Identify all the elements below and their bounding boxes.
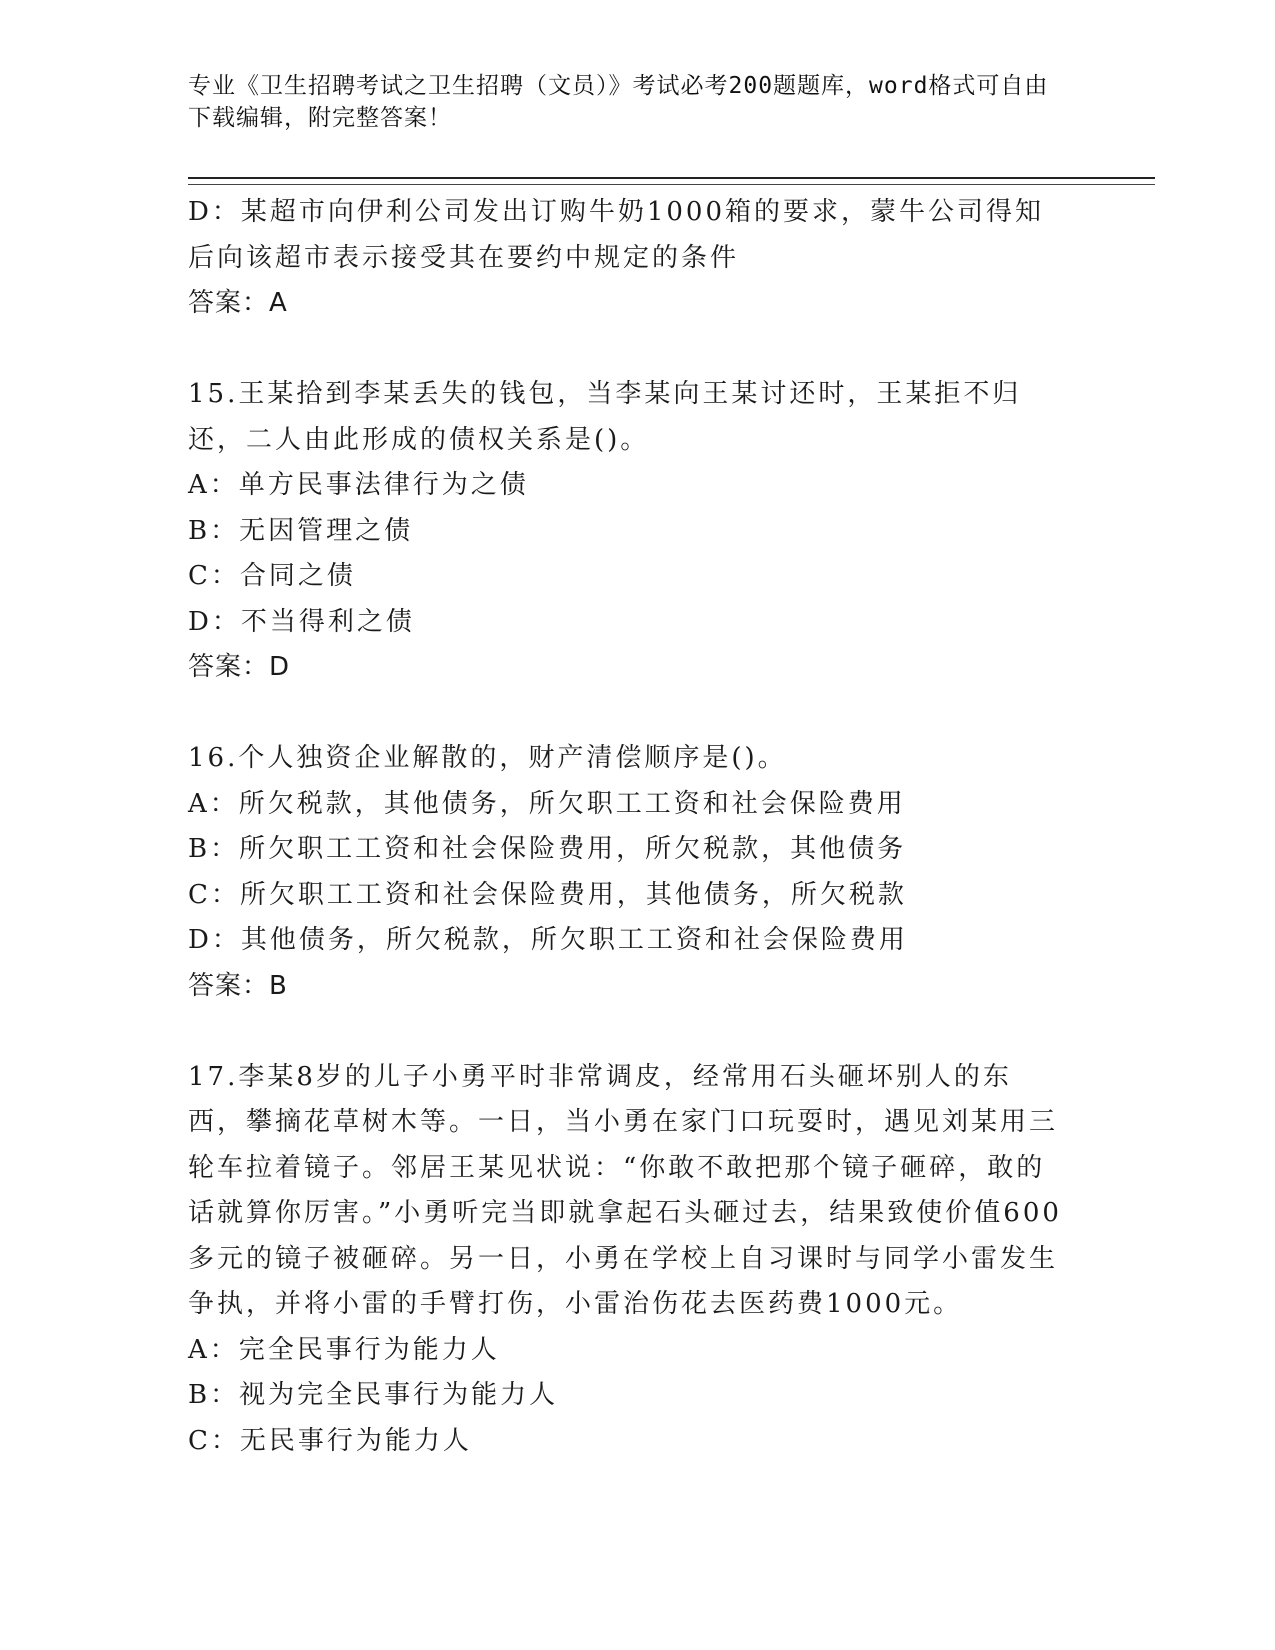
q15-stem: 15.王某拾到李某丢失的钱包，当李某向王某讨还时，王某拒不归还，二人由此形成的债权关系是()。 [188, 379, 1022, 455]
q15-option-d: D：不当得利之债 [188, 606, 415, 637]
q15-answer: 答案：D [188, 652, 291, 682]
q14-option-d: D：某超市向伊利公司发出订购牛奶1000箱的要求，蒙牛公司得知后向该超市表示接受其在要约中规定的条件 [188, 197, 1045, 273]
q17-option-c: C：无民事行为能力人 [188, 1425, 472, 1456]
question-15 [188, 372, 1068, 691]
q16-option-a: A：所欠税款，其他债务，所欠职工工资和社会保险费用 [188, 788, 906, 819]
q17-stem: 17.李某8岁的儿子小勇平时非常调皮，经常用石头砸坏别人的东西，攀摘花草树木等。一日，当小勇在家门口玩耍时，遇见刘某用三轮车拉着镜子。邻居王某见状说：“你敢不敢把那个镜子砸碎，敢的话就算你厉害。”小勇听完当即就拿起石头砸过去，结果致使价值600多元的镜子被砸碎。另一日，小勇在学校上自习课时与同学小雷发生争执，并将小雷的手臂打伤，小雷治伤花去医药费1000元。 [188, 1061, 1062, 1319]
q15-option-a: A：单方民事法律行为之债 [188, 470, 529, 500]
spacer [188, 1009, 1068, 1055]
q16-option-c: C：所欠职工工资和社会保险费用，其他债务，所欠税款 [188, 879, 907, 910]
q16-option-d: D：其他债务，所欠税款，所欠职工工资和社会保险费用 [188, 925, 908, 955]
q16-answer: 答案：B [188, 970, 288, 1001]
question-14 [188, 190, 1068, 327]
q14-answer: 答案：A [188, 288, 288, 318]
header-divider-thin [188, 184, 1155, 185]
header-divider-thick [188, 177, 1155, 179]
question-17 [188, 1055, 1068, 1465]
document-header: 专业《卫生招聘考试之卫生招聘（文员）》考试必考200题题库，word格式可自由下载编辑，附完整答案！ [188, 73, 1049, 131]
q17-option-b: B：视为完全民事行为能力人 [188, 1380, 559, 1410]
q15-option-c: C：合同之债 [188, 561, 356, 591]
question-content [188, 190, 1068, 1464]
q17-option-a: A：完全民事行为能力人 [188, 1334, 500, 1365]
question-16 [188, 736, 1068, 1009]
q16-stem: 16.个人独资企业解散的，财产清偿顺序是()。 [188, 743, 787, 773]
spacer [188, 327, 1068, 373]
spacer [188, 691, 1068, 737]
q15-option-b: B：无因管理之债 [188, 515, 414, 546]
q16-option-b: B：所欠职工工资和社会保险费用，所欠税款，其他债务 [188, 834, 907, 864]
